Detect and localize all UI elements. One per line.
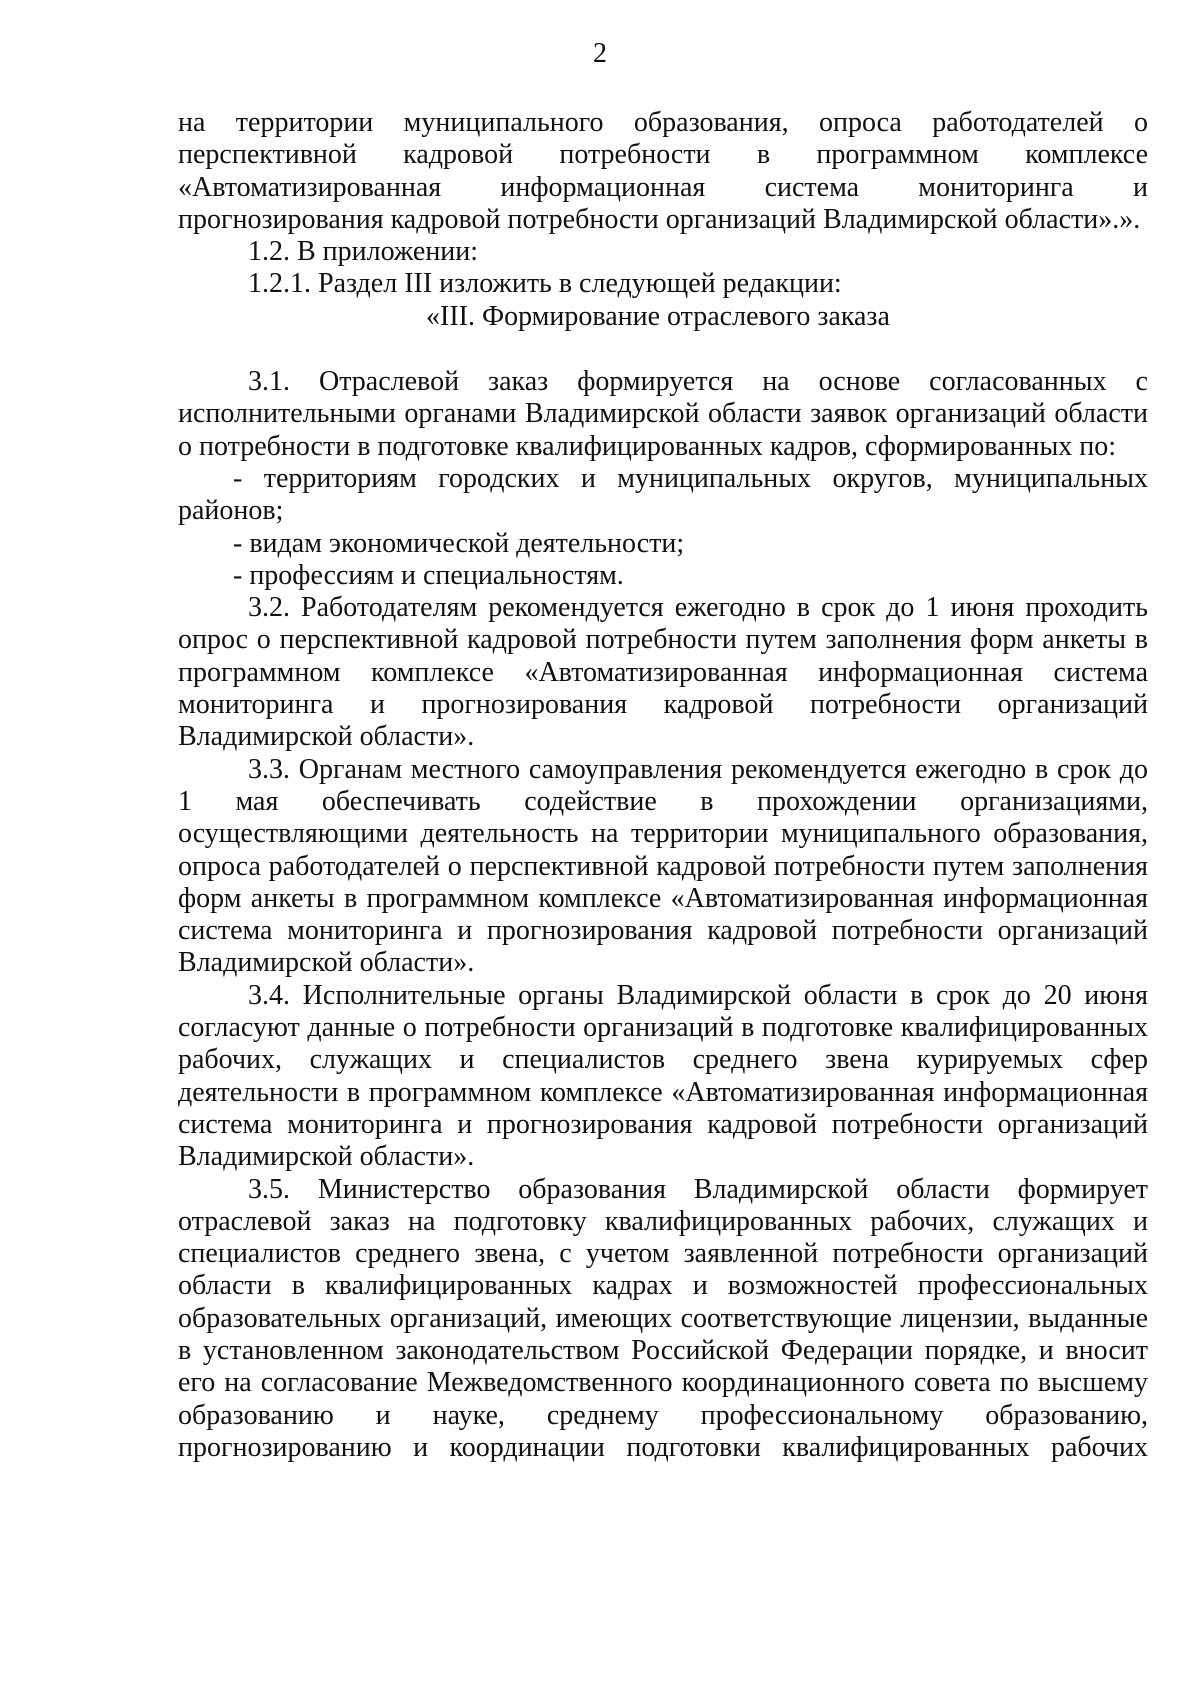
section-heading: «III. Формирование отраслевого заказа: [426, 300, 890, 332]
paragraph-3-4: 3.4. Исполнительные органы Владимирской области в срок до 20 июня согласуют данные о потребности организаций в подготовке квалифицированных рабочих, служащих и специалистов среднего звена курируемых сфер деятельности в программном комплексе «Автоматизированная информационная система мониторинга и прогнозирования кадровой потребности организаций Владимирской области».: [178, 979, 1148, 1173]
paragraph-1-2-1: 1.2.1. Раздел III изложить в следующей редакции:: [248, 268, 842, 300]
paragraph-3-2: 3.2. Работодателям рекомендуется ежегодно в срок до 1 июня проходить опрос о перспективной кадровой потребности путем заполнения форм анкеты в программном комплексе «Автоматизированная информационная система мониторинга и прогнозирования кадровой потребности организаций Владимирской области».: [178, 592, 1148, 753]
paragraph-3-5: 3.5. Министерство образования Владимирской области формирует отраслевой заказ на подготовку квалифицированных рабочих, служащих и специалистов среднего звена, с учетом заявленной потребности организаций области в квалифицированных кадрах и возможностей профессиональных образовательных организаций, имеющих соответствующие лицензии, выданные в установленном законодательством Российской Федерации порядке, и вносит его на согласование Межведомственного координационного совета по высшему образованию и науке, среднему профессиональному образованию, прогнозированию и координации подготовки квалифицированных рабочих: [178, 1173, 1148, 1463]
list-item-activities: - видам экономической деятельности;: [233, 527, 685, 559]
document-body: [178, 107, 1148, 1464]
list-item-territories: - территориям городских и муниципальных округов, муниципальных районов;: [178, 462, 1148, 527]
paragraph-1-2: 1.2. В приложении:: [248, 236, 479, 268]
paragraph-3-3: 3.3. Органам местного самоуправления рекомендуется ежегодно в срок до 1 мая обеспечивать содействие в прохождении организациями, осуществляющими деятельность на территории муниципального образования, опроса работодателей о перспективной кадровой потребности путем заполнения форм анкеты в программном комплексе «Автоматизированная информационная система мониторинга и прогнозирования кадровой потребности организаций Владимирской области».: [178, 753, 1148, 979]
paragraph-continuation: на территории муниципального образования, опроса работодателей о перспективной кадровой потребности в программном комплексе «Автоматизированная информационная система мониторинга и прогнозирования кадровой потребности организаций Владимирской области».».: [178, 107, 1148, 235]
paragraph-3-1: 3.1. Отраслевой заказ формируется на основе согласованных с исполнительными органами Владимирской области заявок организаций области о потребности в подготовке квалифицированных кадров, сформированных по:: [178, 366, 1148, 462]
list-item-professions: - профессиям и специальностям.: [233, 559, 624, 591]
page-number: 2: [593, 38, 607, 69]
section-spacer: [178, 333, 1148, 366]
